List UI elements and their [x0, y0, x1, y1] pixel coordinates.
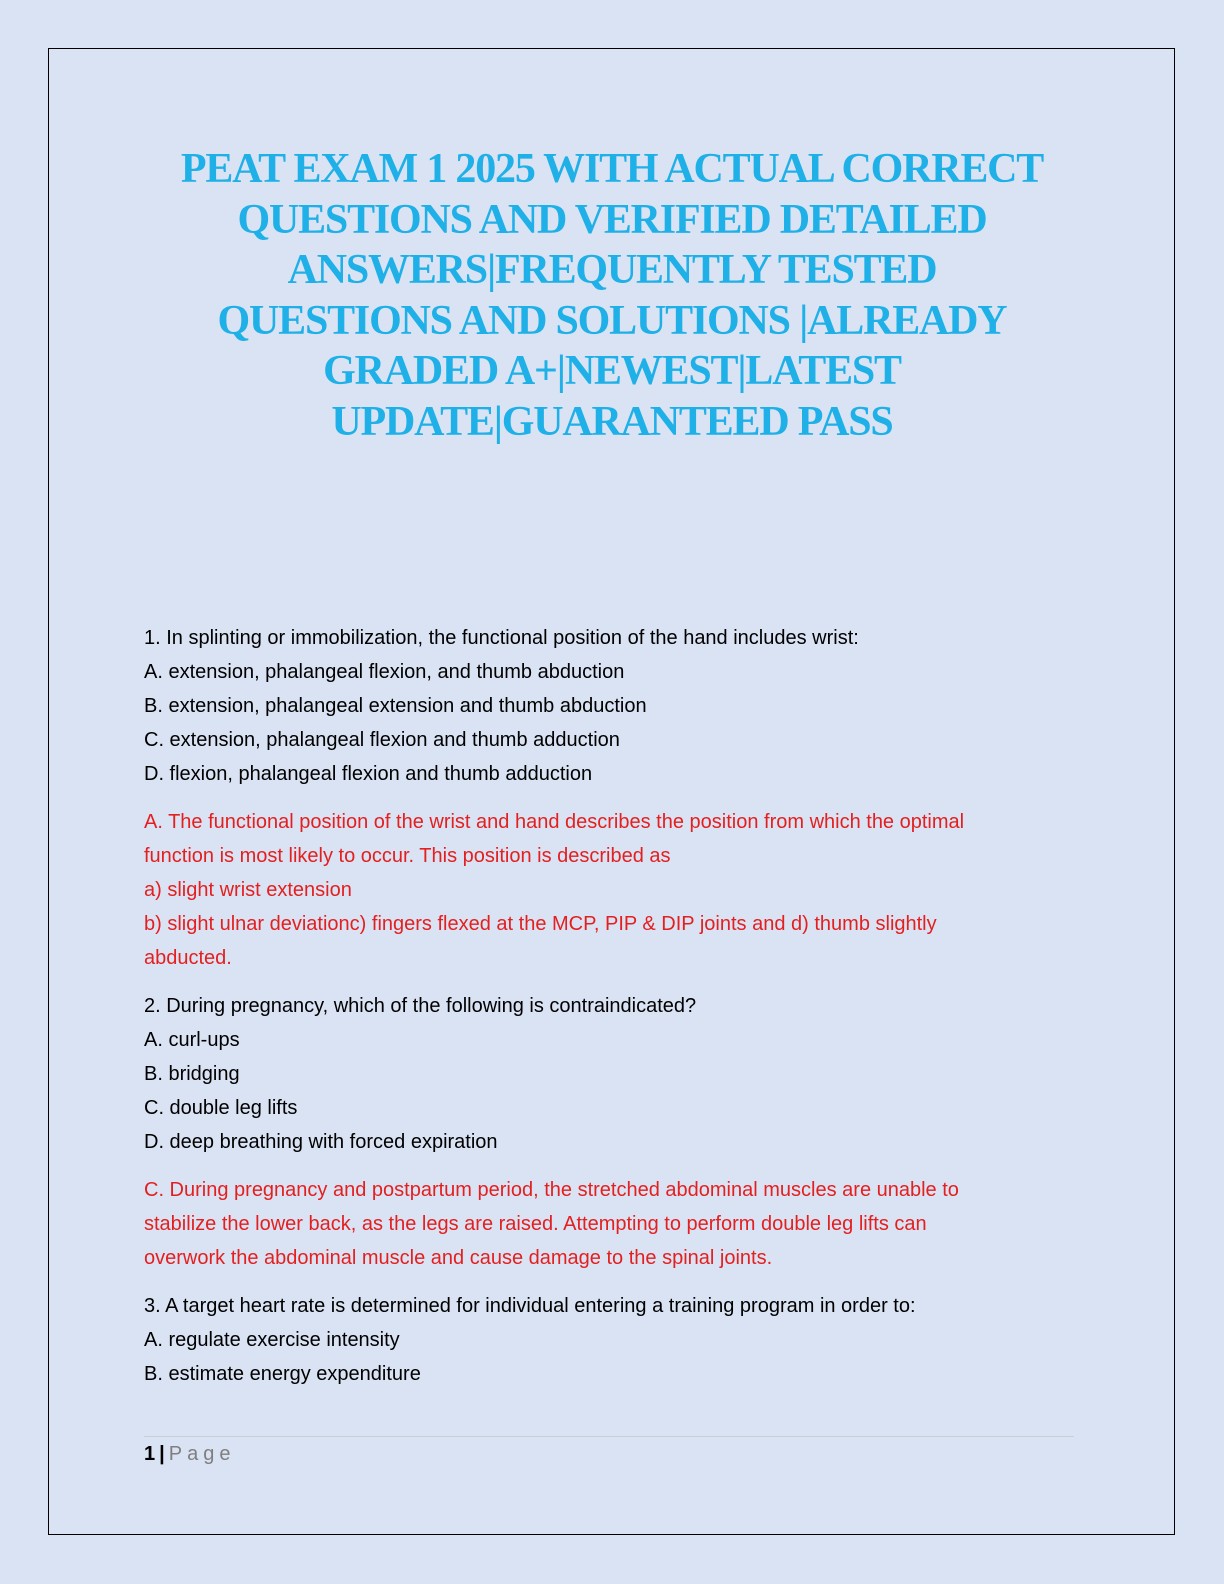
questions-body — [144, 621, 1084, 1405]
answer-option: B. estimate energy expenditure — [144, 1363, 421, 1385]
title-line: ANSWERS|FREQUENTLY TESTED — [287, 247, 937, 293]
question-block-1 — [144, 621, 1084, 791]
answer-option: C. double leg lifts — [144, 1097, 298, 1119]
explanation-line: A. The functional position of the wrist and hand describes the position from which the optimal — [144, 811, 965, 833]
page-number: 1 — [144, 1443, 156, 1465]
document-title — [120, 144, 1104, 447]
question-block-2 — [144, 989, 1084, 1159]
question-text: 1. In splinting or immobilization, the functional position of the hand includes wrist: — [144, 627, 859, 649]
title-line: PEAT EXAM 1 2025 WITH ACTUAL CORRECT — [180, 146, 1044, 192]
answer-option: D. deep breathing with forced expiration — [144, 1131, 498, 1153]
answer-option: A. regulate exercise intensity — [144, 1329, 400, 1351]
answer-option: A. curl-ups — [144, 1029, 240, 1051]
page-label: Page — [168, 1443, 236, 1465]
answer-explanation-1 — [144, 805, 1084, 975]
footer-divider — [144, 1436, 1074, 1437]
explanation-line: overwork the abdominal muscle and cause damage to the spinal joints. — [144, 1247, 773, 1269]
answer-option: B. bridging — [144, 1063, 240, 1085]
title-line: UPDATE|GUARANTEED PASS — [331, 398, 893, 445]
answer-option: D. flexion, phalangeal flexion and thumb adduction — [144, 763, 593, 785]
explanation-line: abducted. — [144, 947, 232, 969]
explanation-line: stabilize the lower back, as the legs are raised. Attempting to perform double leg lifts can — [144, 1213, 927, 1235]
title-line: GRADED A+|NEWEST|LATEST — [323, 348, 901, 394]
question-text: 2. During pregnancy, which of the following is contraindicated? — [144, 995, 697, 1017]
question-block-3 — [144, 1289, 1084, 1391]
answer-option: C. extension, phalangeal flexion and thumb adduction — [144, 729, 620, 751]
page-footer — [144, 1441, 235, 1467]
explanation-line: b) slight ulnar deviationc) fingers flexed at the MCP, PIP & DIP joints and d) thumb slightly — [144, 913, 937, 935]
answer-option: A. extension, phalangeal flexion, and thumb abduction — [144, 661, 625, 683]
answer-explanation-2 — [144, 1173, 1084, 1275]
question-text: 3. A target heart rate is determined for individual entering a training program in order to: — [144, 1295, 916, 1317]
explanation-line: a) slight wrist extension — [144, 879, 352, 901]
footer-separator: | — [159, 1443, 165, 1465]
explanation-line: C. During pregnancy and postpartum period, the stretched abdominal muscles are unable to — [144, 1179, 959, 1201]
explanation-line: function is most likely to occur. This position is described as — [144, 845, 671, 867]
answer-option: B. extension, phalangeal extension and thumb abduction — [144, 695, 647, 717]
title-line: QUESTIONS AND VERIFIED DETAILED — [237, 196, 987, 243]
title-line: QUESTIONS AND SOLUTIONS |ALREADY — [217, 297, 1007, 344]
